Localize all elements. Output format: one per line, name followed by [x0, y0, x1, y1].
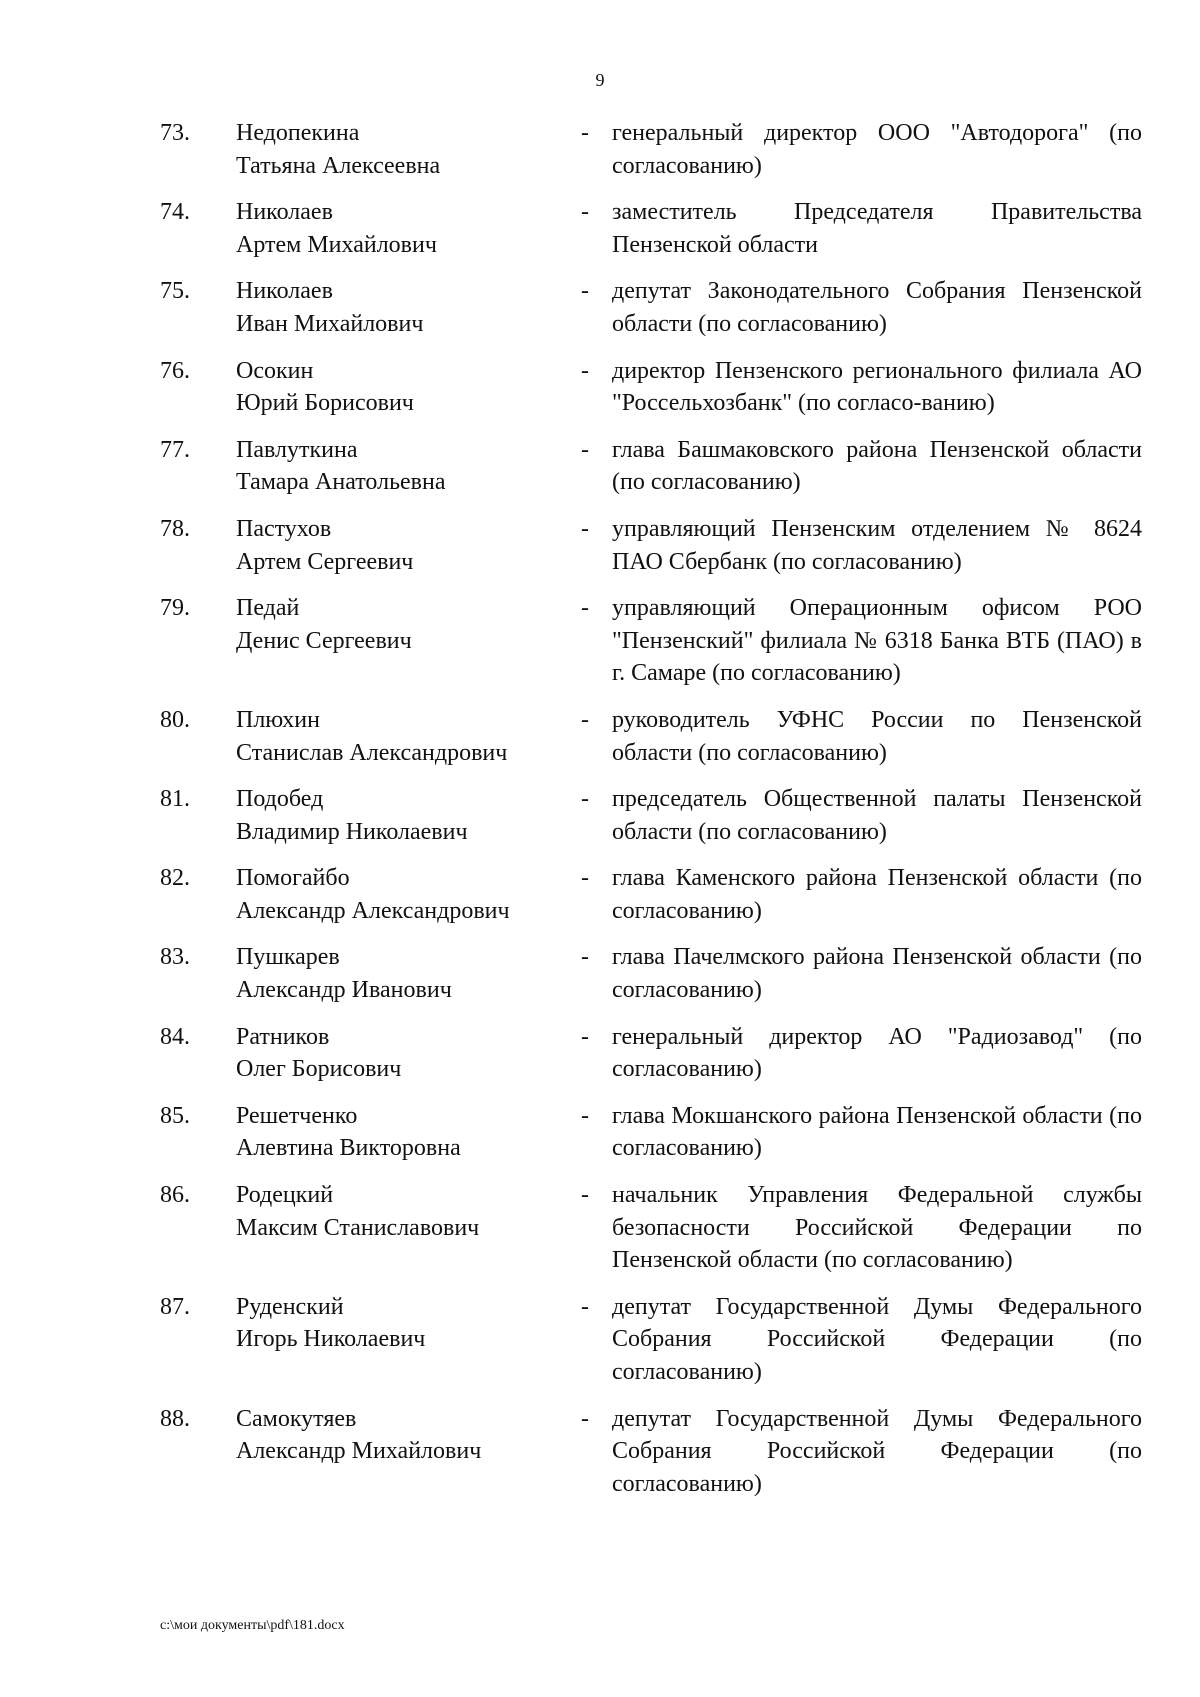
member-name — [236, 117, 566, 182]
entry-number: 73. — [160, 120, 190, 146]
member-position: депутат Государственной Думы Федерального Собрания Российской Федерации (по согласованию) — [612, 1405, 1142, 1497]
member-name — [236, 434, 566, 499]
list-item — [160, 513, 1142, 578]
entry-number: 83. — [160, 944, 190, 971]
member-name — [236, 1021, 566, 1086]
member-surname: Осокин — [236, 357, 314, 384]
member-surname: Решетченко — [236, 1102, 358, 1129]
member-given-names: Максим Станиславович — [236, 1214, 480, 1241]
member-name — [236, 1179, 566, 1244]
member-given-names: Станислав Александрович — [236, 739, 508, 766]
member-surname: Пастухов — [236, 515, 332, 542]
member-surname: Недопекина — [236, 120, 360, 146]
member-given-names: Татьяна Алексеевна — [236, 152, 441, 179]
member-position: глава Каменского района Пензенской области (по согласованию) — [612, 865, 1142, 924]
member-name — [236, 783, 566, 848]
member-position: глава Мокшанского района Пензенской области (по согласованию) — [612, 1102, 1142, 1162]
list-item — [160, 275, 1142, 340]
member-given-names: Артем Михайлович — [236, 231, 437, 258]
member-given-names: Александр Иванович — [236, 977, 452, 1004]
member-given-names: Иван Михайлович — [236, 310, 424, 337]
member-position: депутат Государственной Думы Федерального Собрания Российской Федерации (по согласованию) — [612, 1293, 1142, 1385]
member-surname: Павлуткина — [236, 436, 358, 463]
member-surname: Родецкий — [236, 1182, 334, 1209]
member-name — [236, 1100, 566, 1165]
member-name — [236, 196, 566, 261]
entry-number: 76. — [160, 357, 190, 384]
member-surname: Руденский — [236, 1293, 344, 1320]
member-name — [236, 275, 566, 340]
entry-number: 78. — [160, 515, 190, 542]
member-name — [236, 1291, 566, 1356]
member-position: глава Башмаковского района Пензенской области (по согласованию) — [612, 436, 1142, 496]
member-position: заместитель Председателя Правительства Пензенской области — [612, 199, 1142, 258]
separator-dash: - — [581, 706, 589, 733]
list-item — [160, 592, 1142, 690]
member-given-names: Олег Борисович — [236, 1056, 402, 1083]
member-position: председатель Общественной палаты Пензенской области (по согласованию) — [612, 786, 1142, 845]
separator-dash: - — [581, 120, 589, 146]
member-given-names: Игорь Николаевич — [236, 1326, 426, 1353]
member-given-names: Артем Сергеевич — [236, 548, 414, 575]
entry-number: 86. — [160, 1182, 190, 1209]
member-position: генеральный директор ООО "Автодорога" (по согласованию) — [612, 120, 1142, 179]
member-position: директор Пензенского регионального филиала АО "Россельхозбанк" (по согласо-ванию) — [612, 357, 1142, 417]
list-item — [160, 434, 1142, 499]
separator-dash: - — [581, 515, 589, 542]
page-number: 9 — [595, 70, 605, 90]
member-surname: Подобед — [236, 786, 324, 813]
entry-number: 77. — [160, 436, 190, 463]
list-item — [160, 1100, 1142, 1165]
member-list — [160, 117, 1142, 1514]
separator-dash: - — [581, 278, 589, 305]
separator-dash: - — [581, 1293, 589, 1320]
member-given-names: Тамара Анатольевна — [236, 469, 446, 496]
list-item — [160, 1021, 1142, 1086]
member-given-names: Денис Сергеевич — [236, 627, 412, 654]
member-position: начальник Управления Федеральной службы безопасности Российской Федерации по Пензенской области (по согласованию) — [612, 1182, 1142, 1274]
member-position: управляющий Пензенским отделением № 8624 ПАО Сбербанк (по согласованию) — [612, 515, 1142, 575]
member-surname: Педай — [236, 595, 300, 622]
list-item — [160, 704, 1142, 769]
separator-dash: - — [581, 436, 589, 463]
entry-number: 74. — [160, 199, 190, 226]
member-name — [236, 1403, 566, 1468]
list-item — [160, 941, 1142, 1006]
member-surname: Ратников — [236, 1023, 330, 1050]
member-position: руководитель УФНС России по Пензенской области (по согласованию) — [612, 706, 1142, 766]
separator-dash: - — [581, 357, 589, 384]
entry-number: 84. — [160, 1023, 190, 1050]
member-surname: Самокутяев — [236, 1405, 357, 1432]
list-item — [160, 355, 1142, 420]
member-given-names: Юрий Борисович — [236, 390, 414, 417]
separator-dash: - — [581, 595, 589, 622]
entry-number: 75. — [160, 278, 190, 305]
separator-dash: - — [581, 199, 589, 226]
separator-dash: - — [581, 1182, 589, 1209]
footer-file-path: c:\мои документы\pdf\181.docx — [160, 1618, 345, 1633]
separator-dash: - — [581, 1023, 589, 1050]
entry-number: 80. — [160, 706, 190, 733]
member-given-names: Алевтина Викторовна — [236, 1135, 461, 1162]
list-item — [160, 1179, 1142, 1277]
member-name — [236, 862, 566, 927]
member-position: генеральный директор АО "Радиозавод" (по согласованию) — [612, 1023, 1142, 1083]
list-item — [160, 196, 1142, 261]
entry-number: 82. — [160, 865, 190, 892]
member-surname: Николаев — [236, 278, 333, 305]
member-name — [236, 513, 566, 578]
member-name — [236, 592, 566, 657]
list-item — [160, 783, 1142, 848]
entry-number: 81. — [160, 786, 190, 813]
separator-dash: - — [581, 865, 589, 892]
member-name — [236, 941, 566, 1006]
entry-number: 79. — [160, 595, 190, 622]
member-surname: Николаев — [236, 199, 333, 226]
list-item — [160, 117, 1142, 182]
member-given-names: Владимир Николаевич — [236, 818, 468, 845]
separator-dash: - — [581, 944, 589, 971]
member-given-names: Александр Михайлович — [236, 1438, 482, 1465]
separator-dash: - — [581, 786, 589, 813]
member-position: депутат Законодательного Собрания Пензенской области (по согласованию) — [612, 278, 1142, 337]
list-item — [160, 862, 1142, 927]
separator-dash: - — [581, 1405, 589, 1432]
list-item — [160, 1291, 1142, 1389]
member-position: управляющий Операционным офисом РОО "Пензенский" филиала № 6318 Банка ВТБ (ПАО) в г. Самаре (по согласованию) — [612, 595, 1142, 687]
separator-dash: - — [581, 1102, 589, 1129]
entry-number: 88. — [160, 1405, 190, 1432]
member-surname: Плюхин — [236, 706, 320, 733]
member-surname: Пушкарев — [236, 944, 340, 971]
list-item — [160, 1403, 1142, 1501]
member-name — [236, 355, 566, 420]
entry-number: 85. — [160, 1102, 190, 1129]
member-surname: Помогайбо — [236, 865, 350, 892]
member-name — [236, 704, 566, 769]
member-position: глава Пачелмского района Пензенской области (по согласованию) — [612, 944, 1142, 1004]
entry-number: 87. — [160, 1293, 190, 1320]
member-given-names: Александр Александрович — [236, 897, 510, 924]
